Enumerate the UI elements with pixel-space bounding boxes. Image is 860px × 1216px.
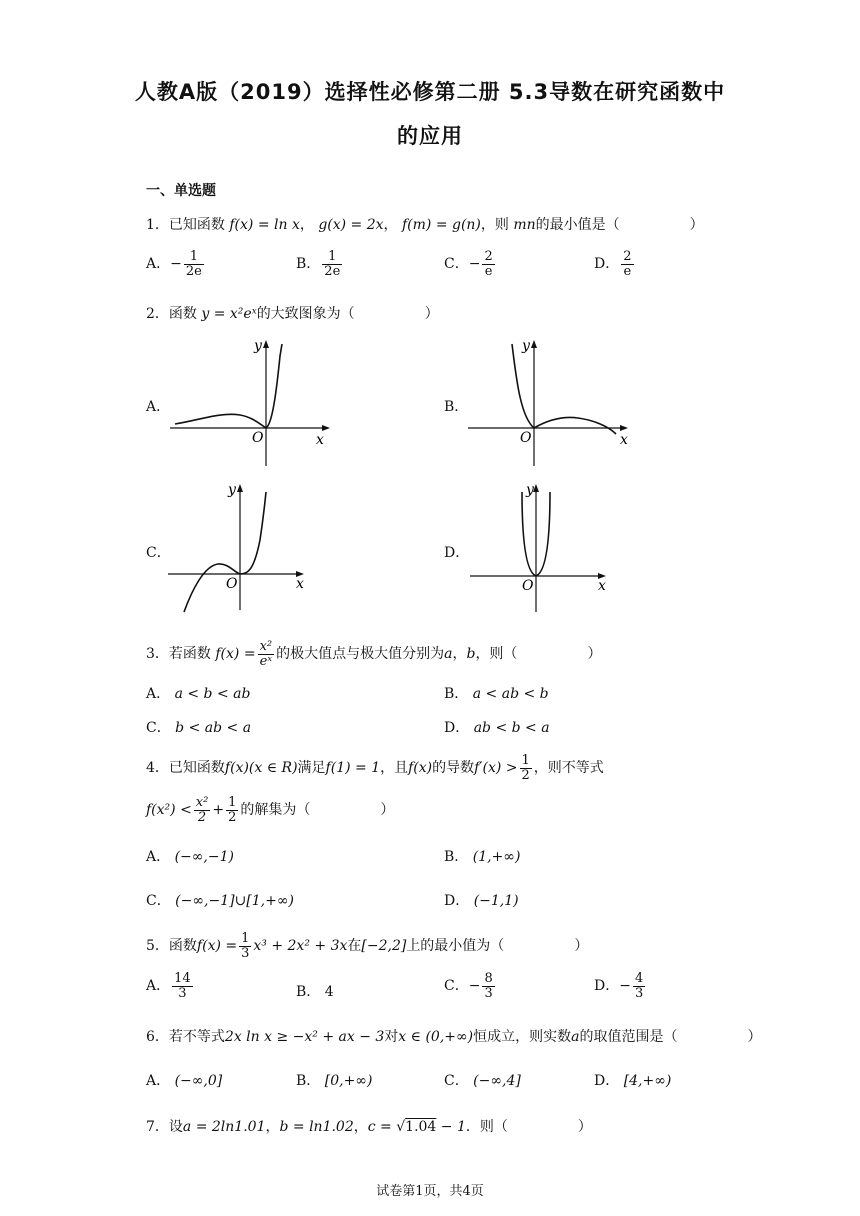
option-label: D．: [594, 1073, 620, 1089]
x-arrow: [620, 425, 628, 431]
separator: ，: [383, 217, 398, 233]
q3-option-b[interactable]: [444, 683, 549, 703]
question-text: ，则: [480, 217, 509, 233]
frac-num: 1: [241, 931, 250, 946]
option-expr: b < ab < a: [175, 720, 252, 736]
q4-option-a[interactable]: [146, 846, 234, 866]
frac-den: 2: [521, 767, 530, 783]
q2-option-a[interactable]: A．: [146, 399, 171, 415]
frac-den: 2e: [324, 263, 341, 279]
question-3: [146, 640, 601, 668]
question-text: 函数: [168, 938, 197, 955]
title-line-2: 的应用: [397, 124, 463, 148]
question-text: 恒成立，则实数: [473, 1029, 572, 1045]
q5-option-c[interactable]: [444, 972, 497, 1000]
q3-option-d[interactable]: [444, 717, 550, 737]
frac-den: 3: [178, 985, 187, 1001]
q1-option-a[interactable]: [146, 250, 206, 278]
option-expr: (−∞,0]: [174, 1073, 223, 1089]
question-text: ，则不等式: [533, 760, 604, 777]
graph-a: [170, 336, 340, 466]
curve: [512, 344, 616, 434]
question-text: 上的最小值为（: [406, 938, 505, 955]
origin-label: O: [522, 578, 534, 594]
operator: +: [212, 802, 225, 819]
frac-den: e: [484, 263, 493, 279]
question-text: ，且: [380, 760, 409, 777]
origin-label: O: [226, 576, 238, 592]
y-arrow: [263, 340, 269, 348]
option-expr: ab < b < a: [473, 720, 550, 736]
answer-paren: ）: [689, 217, 704, 233]
y-label: y: [522, 338, 530, 354]
option-expr: (−∞,4]: [473, 1073, 521, 1089]
option-expr: [0,+∞): [324, 1073, 373, 1089]
math-expr: f(m) = g(n): [401, 217, 481, 233]
frac-num: 14: [174, 971, 191, 986]
question-text: 已知函数: [168, 217, 225, 233]
math-expr: f(x) =: [196, 938, 238, 955]
option-sign: −: [619, 978, 631, 995]
math-expr: − 1: [440, 1119, 466, 1135]
frac-den: 3: [634, 985, 644, 1001]
x-arrow: [322, 425, 330, 431]
x-label: x: [620, 432, 628, 448]
frac-num: 4: [634, 971, 644, 986]
frac-den: 2e: [185, 263, 202, 279]
q3-option-a[interactable]: [146, 683, 250, 703]
question-number: 4．: [146, 760, 169, 777]
question-number: 6．: [146, 1029, 169, 1045]
question-text: 已知函数: [168, 760, 225, 777]
answer-paren: ）: [424, 306, 439, 322]
question-text: 的取值范围是（: [579, 1029, 678, 1045]
question-2: [146, 303, 439, 323]
math-expr: [−2,2]: [361, 938, 407, 955]
option-label: A．: [146, 686, 171, 702]
option-label: B．: [296, 1073, 321, 1089]
curve: [184, 492, 266, 612]
question-text: ．则（: [465, 1119, 508, 1135]
x-label: x: [316, 432, 324, 448]
answer-paren: ）: [574, 938, 589, 955]
option-label: B．: [444, 849, 469, 865]
option-label: D．: [594, 978, 620, 995]
option-label: D．: [444, 720, 470, 736]
q2-option-b[interactable]: B．: [444, 399, 469, 415]
question-text: 的极大值点与极大值分别为: [276, 646, 445, 663]
frac-den: 2: [197, 809, 207, 825]
math-expr: b = ln1.02: [279, 1119, 354, 1135]
question-text: 设: [168, 1119, 183, 1135]
frac-den: 3: [241, 945, 250, 961]
separator: ，: [265, 1119, 280, 1135]
frac-num: 1: [184, 250, 204, 265]
question-text: 对: [384, 1029, 399, 1045]
question-number: 5．: [146, 938, 169, 955]
frac-num: 1: [322, 250, 342, 265]
answer-paren: ）: [577, 1119, 592, 1135]
title-line-1: 人教A版（2019）选择性必修第二册 5.3导数在研究函数中: [134, 80, 726, 104]
question-text: 的导数: [432, 760, 475, 777]
frac-den: e: [623, 263, 632, 279]
option-expr: (−∞,−1]∪[1,+∞): [175, 893, 294, 909]
separator: ，: [299, 217, 314, 233]
q2-option-d[interactable]: D．: [444, 545, 470, 561]
question-text: 满足: [297, 760, 326, 777]
question-4: [146, 754, 604, 782]
math-expr: f(x)(x ∈ R): [224, 760, 298, 777]
answer-paren: ）: [380, 802, 395, 819]
graph-d: [470, 480, 640, 620]
frac-num: 2: [484, 249, 493, 264]
option-value: 4: [324, 984, 334, 1000]
option-sign: −: [468, 256, 481, 273]
option-label: A．: [146, 978, 171, 995]
q4-option-b[interactable]: [444, 846, 520, 866]
option-sign: −: [170, 256, 182, 273]
q6-option-d[interactable]: [594, 1070, 671, 1090]
frac-num: 8: [484, 971, 493, 986]
math-expr: f′(x) >: [474, 760, 518, 777]
q6-option-a[interactable]: [146, 1070, 222, 1090]
y-label: y: [526, 482, 534, 498]
question-1: [146, 214, 704, 234]
question-text: 在: [347, 938, 362, 955]
y-label: y: [254, 338, 262, 354]
option-label: C．: [444, 978, 469, 995]
option-expr: a < b < ab: [174, 686, 251, 702]
math-expr: f(x²) <: [146, 802, 192, 819]
graph-c: [168, 480, 338, 620]
math-expr: 2x ln x ≥ −x² + ax − 3: [224, 1029, 385, 1045]
option-sign: −: [468, 978, 481, 995]
math-expr: x³ + 2x² + 3x: [253, 938, 348, 955]
answer-paren: ）: [747, 1029, 762, 1045]
x-label: x: [296, 576, 304, 592]
math-expr: f(x) =: [215, 646, 256, 663]
answer-paren: ）: [587, 646, 602, 663]
y-arrow: [237, 484, 243, 492]
frac-den: 2: [228, 809, 237, 825]
math-expr: f(x): [408, 760, 433, 777]
question-text: 若不等式: [168, 1029, 225, 1045]
option-expr: (−∞,−1): [174, 849, 234, 865]
section-heading: 一、单选题: [146, 183, 216, 199]
frac-den: 3: [484, 985, 493, 1001]
q5-option-b[interactable]: [296, 981, 334, 1001]
option-label: B．: [296, 256, 321, 273]
frac-num: 1: [228, 795, 237, 810]
separator: ，: [452, 646, 467, 663]
option-label: C．: [146, 893, 171, 909]
q4-option-c[interactable]: [146, 890, 294, 910]
option-label: D．: [444, 893, 470, 909]
question-text: 的解集为（: [240, 802, 311, 819]
option-label: A．: [146, 849, 171, 865]
q5-option-a[interactable]: [146, 972, 195, 1000]
frac-num: x²: [195, 795, 209, 810]
var-b: b: [466, 646, 476, 663]
question-text: 函数: [168, 306, 197, 322]
q1-option-c[interactable]: [444, 250, 497, 278]
y-arrow: [531, 340, 537, 348]
question-number: 2．: [146, 306, 169, 322]
q1-option-b[interactable]: [296, 250, 344, 278]
question-number: 7．: [146, 1119, 169, 1135]
question-6: [146, 1026, 762, 1046]
page-footer: 试卷第1页，共4页: [376, 1184, 484, 1199]
frac-den: eˣ: [259, 653, 272, 669]
q6-option-b[interactable]: [296, 1070, 372, 1090]
question-number: 1．: [146, 217, 169, 233]
q6-option-c[interactable]: [444, 1070, 521, 1090]
q2-option-c[interactable]: C．: [146, 545, 171, 561]
radicand: 1.04: [405, 1119, 437, 1135]
math-expr: g(x) = 2x: [318, 217, 384, 233]
question-text: 的大致图象为（: [256, 306, 355, 322]
option-expr: [4,+∞): [623, 1073, 672, 1089]
q4-option-d[interactable]: [444, 890, 519, 910]
math-expr: a = 2ln1.01: [182, 1119, 266, 1135]
question-5: [146, 932, 588, 960]
option-label: C．: [444, 1073, 469, 1089]
math-expr: f(x) = ln x: [229, 217, 300, 233]
option-label: D．: [594, 256, 620, 273]
option-expr: a < ab < b: [472, 686, 549, 702]
origin-label: O: [520, 430, 532, 446]
question-number: 3．: [146, 646, 169, 663]
option-expr: (−1,1): [473, 893, 519, 909]
q5-option-d[interactable]: [594, 972, 647, 1000]
x-label: x: [598, 578, 606, 594]
math-expr: y = x²eˣ: [201, 306, 257, 322]
option-label: B．: [296, 984, 321, 1000]
option-label: C．: [444, 256, 469, 273]
option-label: A．: [146, 1073, 171, 1089]
question-4-line-2: [146, 796, 394, 824]
math-expr: c =: [367, 1119, 392, 1135]
frac-num: 2: [623, 249, 632, 264]
graph-b: [468, 336, 638, 466]
q1-option-d[interactable]: [594, 250, 636, 278]
option-expr: (1,+∞): [472, 849, 521, 865]
frac-num: x²: [259, 639, 273, 654]
frac-num: 1: [521, 753, 530, 768]
math-expr: f(1) = 1: [325, 760, 381, 777]
q3-option-c[interactable]: [146, 717, 251, 737]
var-a: a: [444, 646, 453, 663]
question-text: 若函数: [168, 646, 211, 663]
math-expr: mn: [513, 217, 536, 233]
var-a: a: [571, 1029, 580, 1045]
option-label: B．: [444, 686, 469, 702]
option-label: A．: [146, 256, 171, 273]
question-7: 7．设a = 2ln1.01，b = ln1.02，c = √1.04 − 1．则（ ）: [146, 1119, 592, 1135]
option-label: C．: [146, 720, 171, 736]
question-text: 的最小值是（: [535, 217, 620, 233]
question-text: ，则（: [475, 646, 518, 663]
y-label: y: [228, 482, 236, 498]
math-expr: x ∈ (0,+∞): [398, 1029, 474, 1045]
separator: ，: [353, 1119, 368, 1135]
origin-label: O: [252, 430, 264, 446]
